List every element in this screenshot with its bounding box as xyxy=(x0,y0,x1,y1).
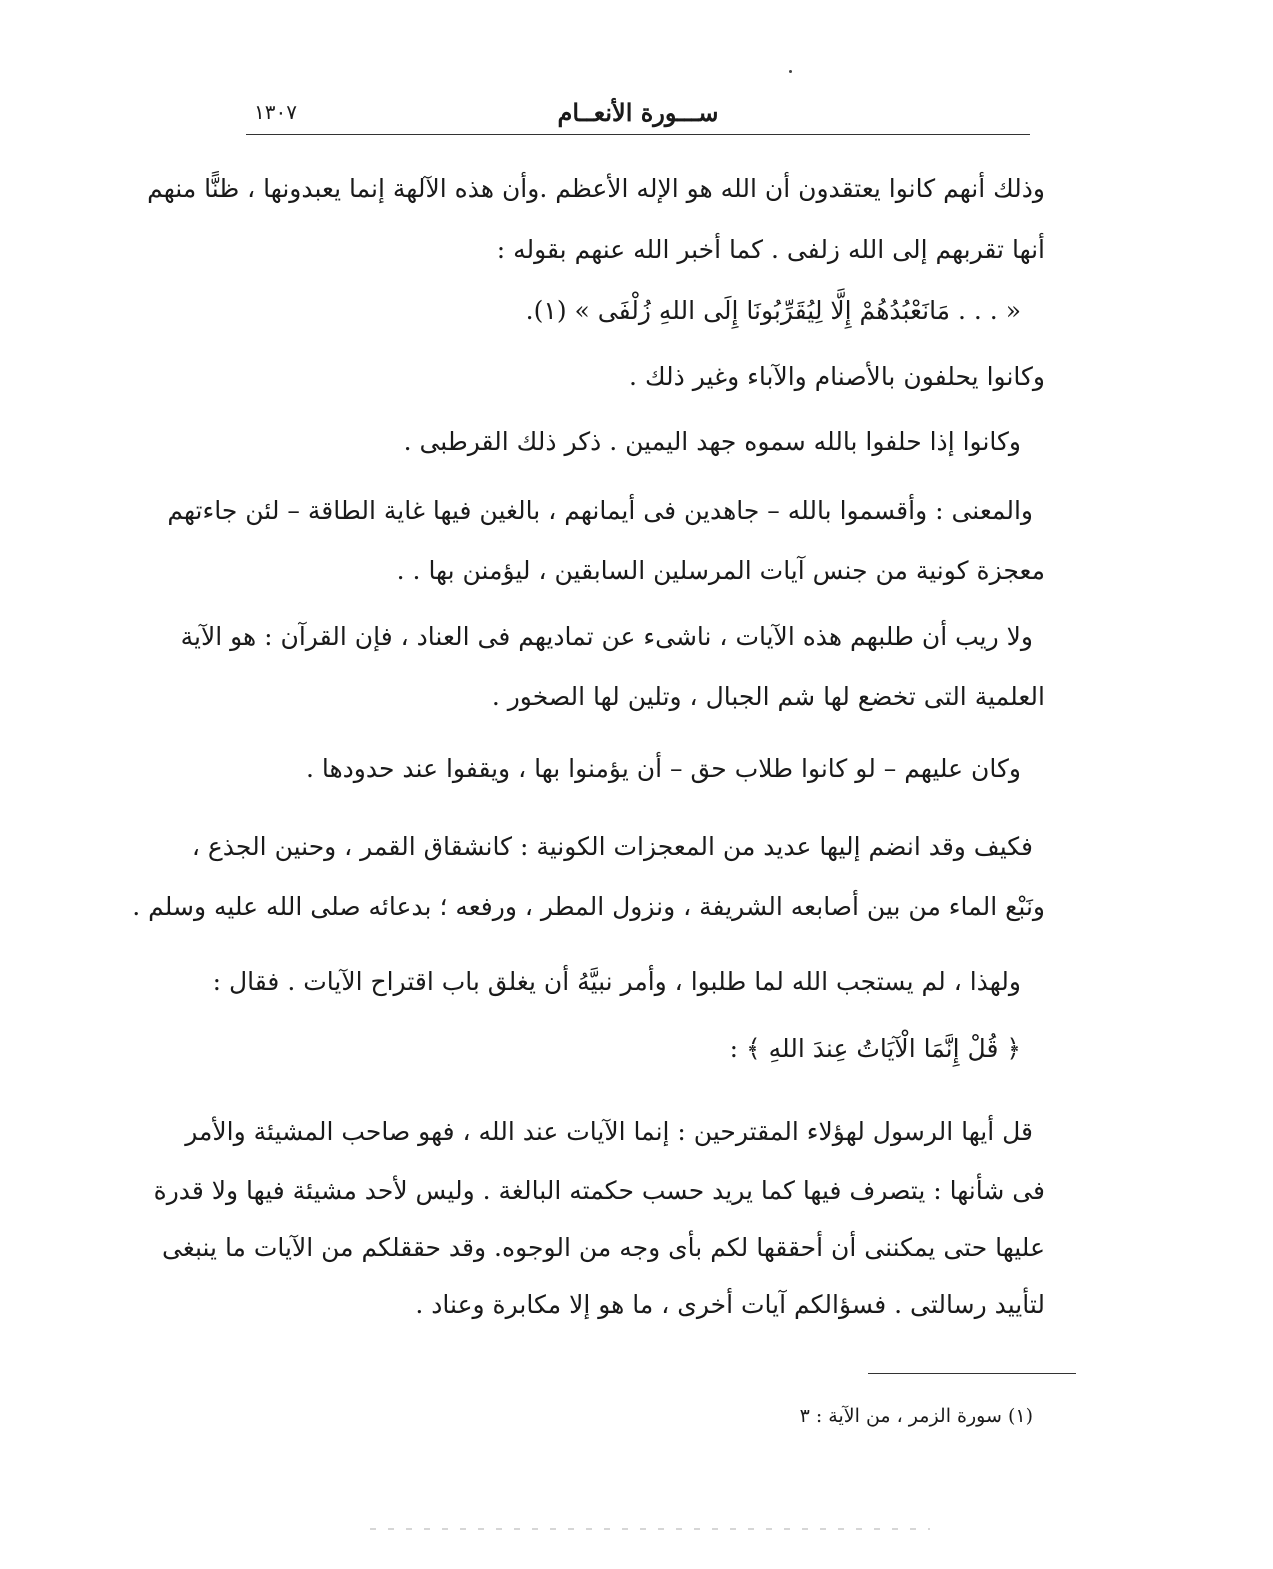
text-line: وكانوا يحلفون بالأصنام والآباء وغير ذلك . xyxy=(629,362,1045,391)
text-line: ونَبْع الماء من بين أصابعه الشريفة ، ونزول المطر ، ورفعه ؛ بدعائه صلى الله عليه وسلم . xyxy=(132,892,1045,921)
text-line: عليها حتى يمكننى أن أحققها لكم بأى وجه من الوجوه. وقد حققلكم من الآيات ما ينبغى xyxy=(162,1233,1045,1262)
scan-artifact xyxy=(370,1528,930,1530)
quran-quote: ﴿ قُلْ إِنَّمَا الْآيَاتُ عِندَ اللهِ ﴾ : xyxy=(729,1034,1021,1063)
scan-speck xyxy=(789,70,792,73)
text-line: أنها تقربهم إلى الله زلفى . كما أخبر الله عنهم بقوله : xyxy=(496,235,1045,264)
quran-quote: « . . . مَانَعْبُدُهُمْ إِلَّا لِيُقَرِّبُونَا إِلَى اللهِ زُلْفَى » (١). xyxy=(525,296,1021,325)
text-line: وكان عليهم – لو كانوا طلاب حق – أن يؤمنوا بها ، ويقفوا عند حدودها . xyxy=(305,754,1021,783)
running-title: ســـورة الأنعــام xyxy=(557,98,719,127)
page-number: ١٣٠٧ xyxy=(254,100,297,124)
text-line: معجزة كونية من جنس آيات المرسلين السابقين ، ليؤمنن بها . . xyxy=(396,556,1045,585)
text-line: العلمية التى تخضع لها شم الجبال ، وتلين لها الصخور . xyxy=(491,682,1045,711)
text-line: وذلك أنهم كانوا يعتقدون أن الله هو الإله الأعظم .وأن هذه الآلهة إنما يعبدونها ، ظنًّا منهم xyxy=(147,174,1045,203)
page-header xyxy=(246,94,1030,135)
text-line: ولهذا ، لم يستجب الله لما طلبوا ، وأمر نبيَّهُ أن يغلق باب اقتراح الآيات . فقال : xyxy=(212,967,1021,996)
footnote-divider xyxy=(868,1373,1076,1374)
text-line: وكانوا إذا حلفوا بالله سموه جهد اليمين . ذكر ذلك القرطبى . xyxy=(403,427,1021,456)
text-line: لتأييد رسالتى . فسؤالكم آيات أخرى ، ما هو إلا مكابرة وعناد . xyxy=(415,1290,1045,1319)
footnote: (١) سورة الزمر ، من الآية : ٣ xyxy=(799,1405,1033,1427)
text-line: والمعنى : وأقسموا بالله – جاهدين فى أيمانهم ، بالغين فيها غاية الطاقة – لئن جاءتهم xyxy=(167,496,1033,525)
text-line: قل أيها الرسول لهؤلاء المقترحين : إنما الآيات عند الله ، فهو صاحب المشيئة والأمر xyxy=(185,1117,1033,1146)
text-line: فكيف وقد انضم إليها عديد من المعجزات الكونية : كانشقاق القمر ، وحنين الجذع ، xyxy=(191,832,1033,861)
text-line: فى شأنها : يتصرف فيها كما يريد حسب حكمته البالغة . وليس لأحد مشيئة فيها ولا قدرة xyxy=(153,1176,1045,1205)
text-line: ولا ريب أن طلبهم هذه الآيات ، ناشىء عن تماديهم فى العناد ، فإن القرآن : هو الآية xyxy=(180,622,1033,651)
